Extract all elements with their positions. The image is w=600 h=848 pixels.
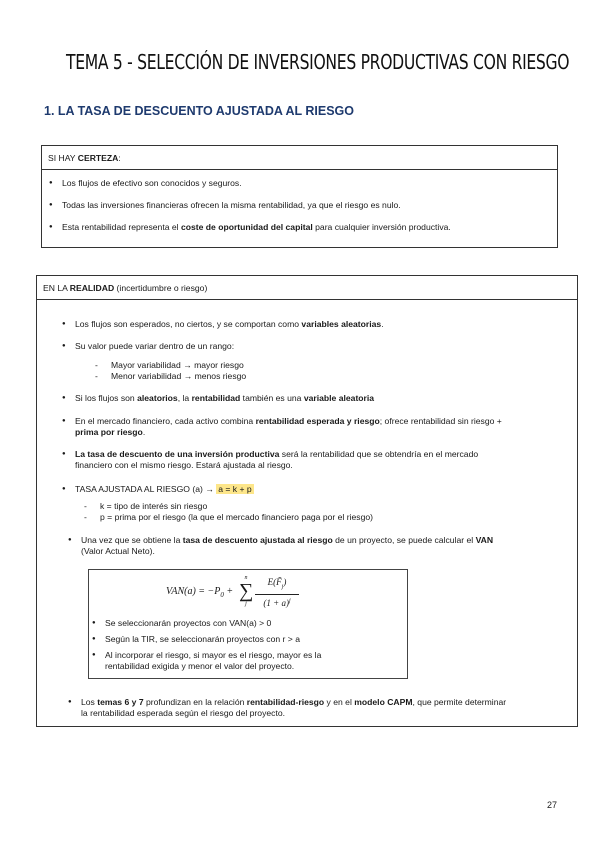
- list-item: ● La tasa de descuento de una inversión productiva será la rentabilidad que se obtendría en el mercado financiero con el mismo riesgo. Estará ajustada al riesgo.: [75, 449, 570, 471]
- list-item-continuation: rentabilidad exigida y menor el valor del proyecto.: [105, 661, 295, 671]
- list-item: ● Los temas 6 y 7 profundizan en la relación rentabilidad-riesgo y en el modelo CAPM, que permite determinar la rentabilidad esperada según el riesgo del proyecto.: [81, 697, 571, 719]
- list-item: ● Esta rentabilidad representa el coste de oportunidad del capital para cualquier inversión productiva.: [62, 222, 451, 233]
- sub-item: - Mayor variabilidad → mayor riesgo: [111, 360, 244, 371]
- list-item: ● Todas las inversiones financieras ofrecen la misma rentabilidad, ya que el riesgo es nulo.: [62, 200, 401, 211]
- sub-item: - Menor variabilidad → menos riesgo: [111, 371, 246, 382]
- fraction: $E(F̃_j)$ $(1 + a)^j$: [255, 577, 299, 609]
- realidad-header: EN LA REALIDAD (incertidumbre o riesgo): [37, 276, 577, 300]
- list-item: ● Si los flujos son aleatorios, la rentabilidad también es una variable aleatoria: [75, 393, 374, 404]
- page-title: TEMA 5 - SELECCIÓN DE INVERSIONES PRODUCTIVAS CON RIESGO: [66, 50, 570, 74]
- van-formula-box: [88, 569, 408, 679]
- list-item: ● Al incorporar el riesgo, si mayor es el riesgo, mayor es la: [105, 650, 321, 661]
- sub-item: - p = prima por el riesgo (la que el mercado financiero paga por el riesgo): [100, 512, 373, 523]
- certeza-header: SI HAY CERTEZA:: [42, 146, 557, 170]
- list-item: ● Según la TIR, se seleccionarán proyectos con r > a: [105, 634, 300, 645]
- realidad-box: [36, 275, 578, 727]
- list-item: ● Su valor puede variar dentro de un rango:: [75, 341, 234, 352]
- list-item: ● Los flujos son esperados, no ciertos, y se comportan como variables aleatorias.: [75, 319, 384, 330]
- list-item: ● TASA AJUSTADA AL RIESGO (a) → a = k + p: [75, 484, 254, 495]
- summation: n ∑ j: [239, 575, 254, 607]
- list-item: ● En el mercado financiero, cada activo combina rentabilidad esperada y riesgo; ofrece rentabilidad sin riesgo + prima por riesgo.: [75, 416, 570, 438]
- formula-highlight: a = k + p: [218, 484, 252, 494]
- list-item: ● Una vez que se obtiene la tasa de descuento ajustada al riesgo de un proyecto, se puede calcular el VAN (Valor Actual Neto).: [81, 535, 571, 557]
- certeza-box: [41, 145, 558, 248]
- van-formula: $VAN(a) = -P_0$ +: [166, 586, 234, 599]
- sub-item: - k = tipo de interés sin riesgo: [100, 501, 207, 512]
- section-heading: 1. LA TASA DE DESCUENTO AJUSTADA AL RIESGO: [44, 104, 354, 118]
- list-item: ● Se seleccionarán proyectos con VAN(a) > 0: [105, 618, 271, 629]
- list-item: ● Los flujos de efectivo son conocidos y seguros.: [62, 178, 242, 189]
- page-number: 27: [547, 800, 558, 810]
